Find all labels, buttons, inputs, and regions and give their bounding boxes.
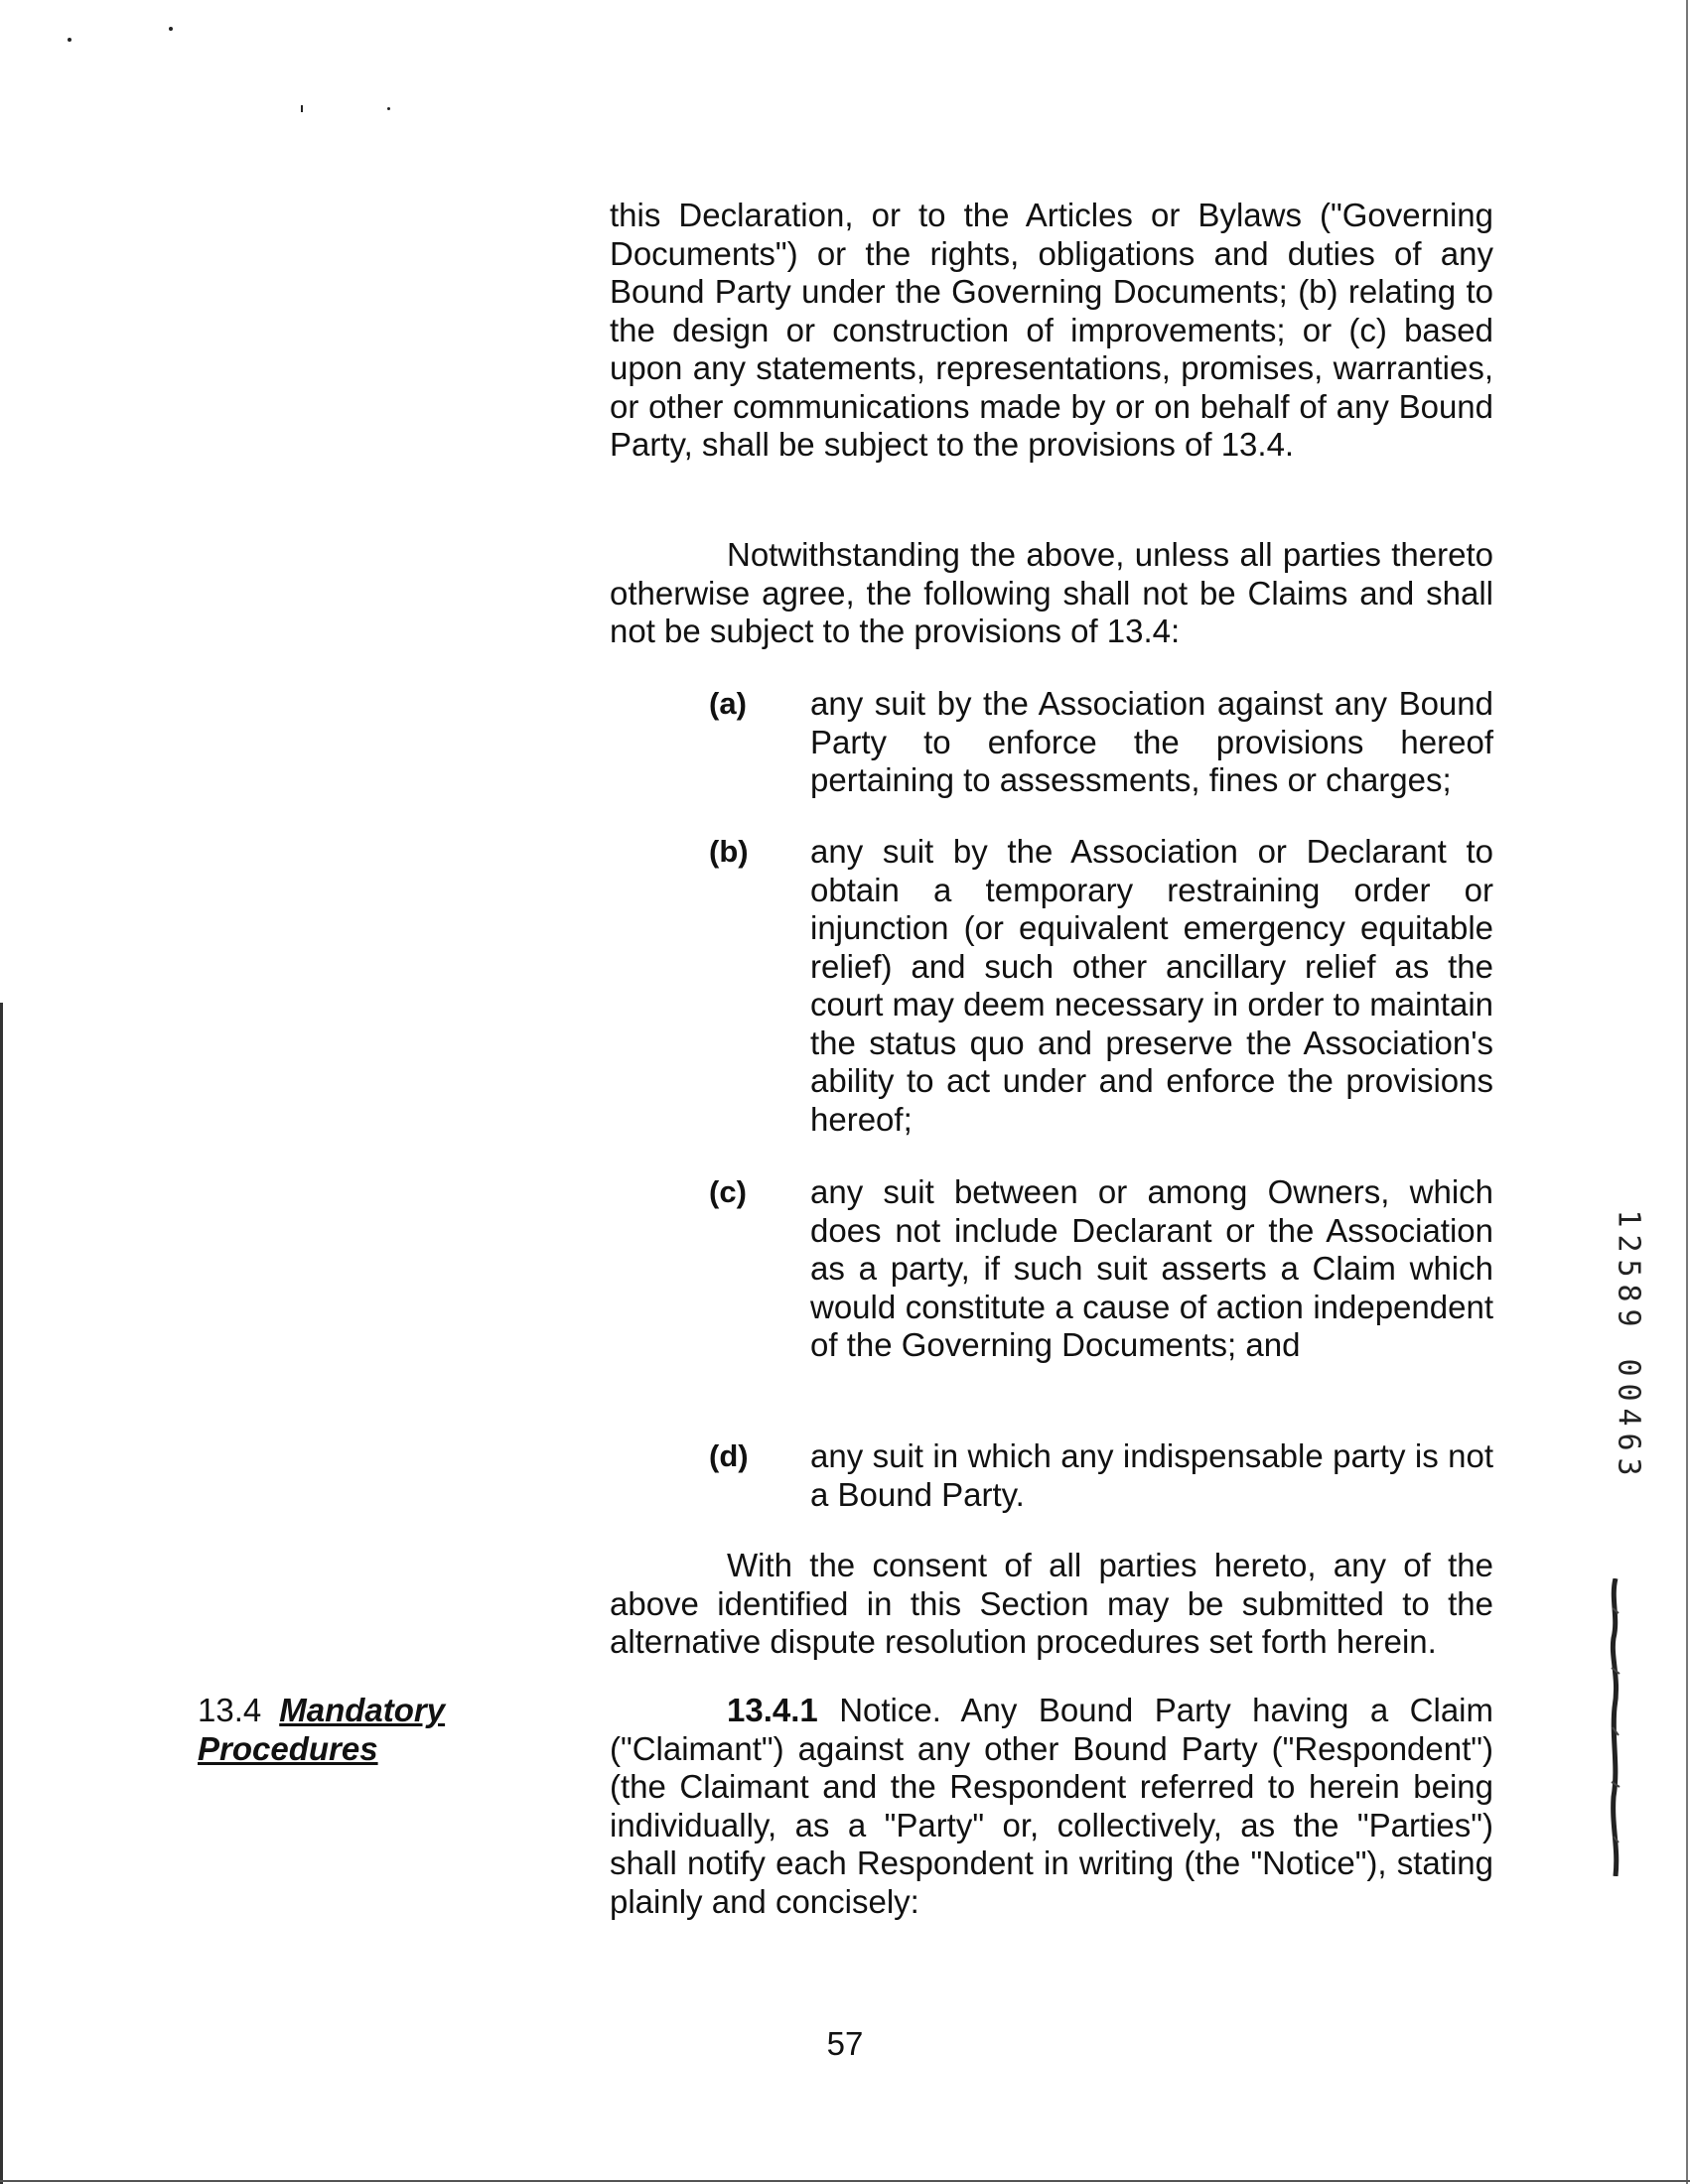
scan-speck: [68, 38, 71, 42]
section-title-part-1: Mandatory: [279, 1692, 446, 1728]
section-number: 13.4: [198, 1692, 262, 1728]
stamp-char: 2: [1611, 1234, 1646, 1253]
paragraph-text: Notwithstanding the above, unless all parties thereto otherwise agree, the following shall not be Claims and shall not be subject to the provisions of 13.4:: [610, 536, 1493, 649]
scan-speck: [387, 107, 390, 110]
stamp-char: 0: [1611, 1358, 1646, 1377]
list-item-text: any suit by the Association against any Bound Party to enforce the provisions hereof pertaining to assessments, fines or charges;: [810, 685, 1493, 798]
scan-speck: [169, 27, 173, 31]
subsection-paragraph: [610, 1692, 1493, 1921]
body-paragraph-1: [610, 197, 1493, 465]
stamp-char: 5: [1611, 1259, 1646, 1278]
scan-left-edge: [0, 1003, 3, 2184]
subsection-number: 13.4.1: [727, 1692, 818, 1728]
stamp-char: 4: [1611, 1408, 1646, 1427]
section-heading-line-2: [198, 1730, 495, 1769]
stamp-char: 1: [1611, 1209, 1646, 1228]
body-paragraph-2: [610, 536, 1493, 651]
list-item-text: any suit by the Association or Declarant to obtain a temporary restraining order or injunction (or equivalent emergency equitable relief) and such other ancillary relief as the court may deem necessary in order to maintain the status quo and preserve the Association's ability to act under and enforce the provisions hereof;: [810, 833, 1493, 1138]
subsection-body: Notice. Any Bound Party having a Claim ("Claimant") against any other Bound Party ("Respondent") (the Claimant and the Respondent referred to herein being individually, as a "Party" or, collectively, as the "Parties") shall notify each Respondent in writing (the "Notice"), stating plainly and concisely:: [610, 1692, 1493, 1920]
list-item-label: (c): [709, 1174, 747, 1209]
subsection-text: [610, 1692, 1493, 1921]
stamp-char: 8: [1611, 1284, 1646, 1302]
page-number: 57: [826, 2025, 864, 2062]
paragraph-text: With the consent of all parties hereto, any of the above identified in this Section may be submitted to the alternative dispute resolution procedures set forth herein.: [610, 1547, 1493, 1660]
section-heading: [198, 1692, 495, 1768]
scan-right-edge: [1686, 0, 1688, 2184]
list-item-label: (b): [709, 834, 749, 869]
section-title-part-2: Procedures: [198, 1729, 378, 1767]
scan-speck: [301, 105, 303, 112]
section-heading-line-1: [198, 1692, 495, 1730]
paragraph-text: this Declaration, or to the Articles or Bylaws ("Governing Documents") or the rights, obligations and duties of any Bound Party under the Governing Documents; (b) relating to the design or construction of improvements; or (c) based upon any statements, representations, promises, warranties, or other communications made by or on behalf of any Bound Party, shall be subject to the provisions of 13.4.: [610, 197, 1493, 463]
stamp-char: 0: [1611, 1383, 1646, 1402]
body-paragraph-3: [610, 1547, 1493, 1662]
stamp-char: 9: [1611, 1308, 1646, 1327]
recording-stamp: [1609, 1206, 1648, 1479]
binding-mark: [1609, 1578, 1622, 1876]
scan-bottom-edge: [0, 2180, 1690, 2182]
list-item-label: (a): [709, 686, 747, 721]
stamp-char: 3: [1611, 1457, 1646, 1476]
stamp-char: 6: [1611, 1433, 1646, 1451]
list-item-label: (d): [709, 1438, 749, 1473]
list-item-text: any suit in which any indispensable party is not a Bound Party.: [810, 1437, 1493, 1513]
list-item-text: any suit between or among Owners, which does not include Declarant or the Association as a party, if such suit asserts a Claim which would constitute a cause of action independent of the Governing Documents; and: [810, 1173, 1493, 1363]
